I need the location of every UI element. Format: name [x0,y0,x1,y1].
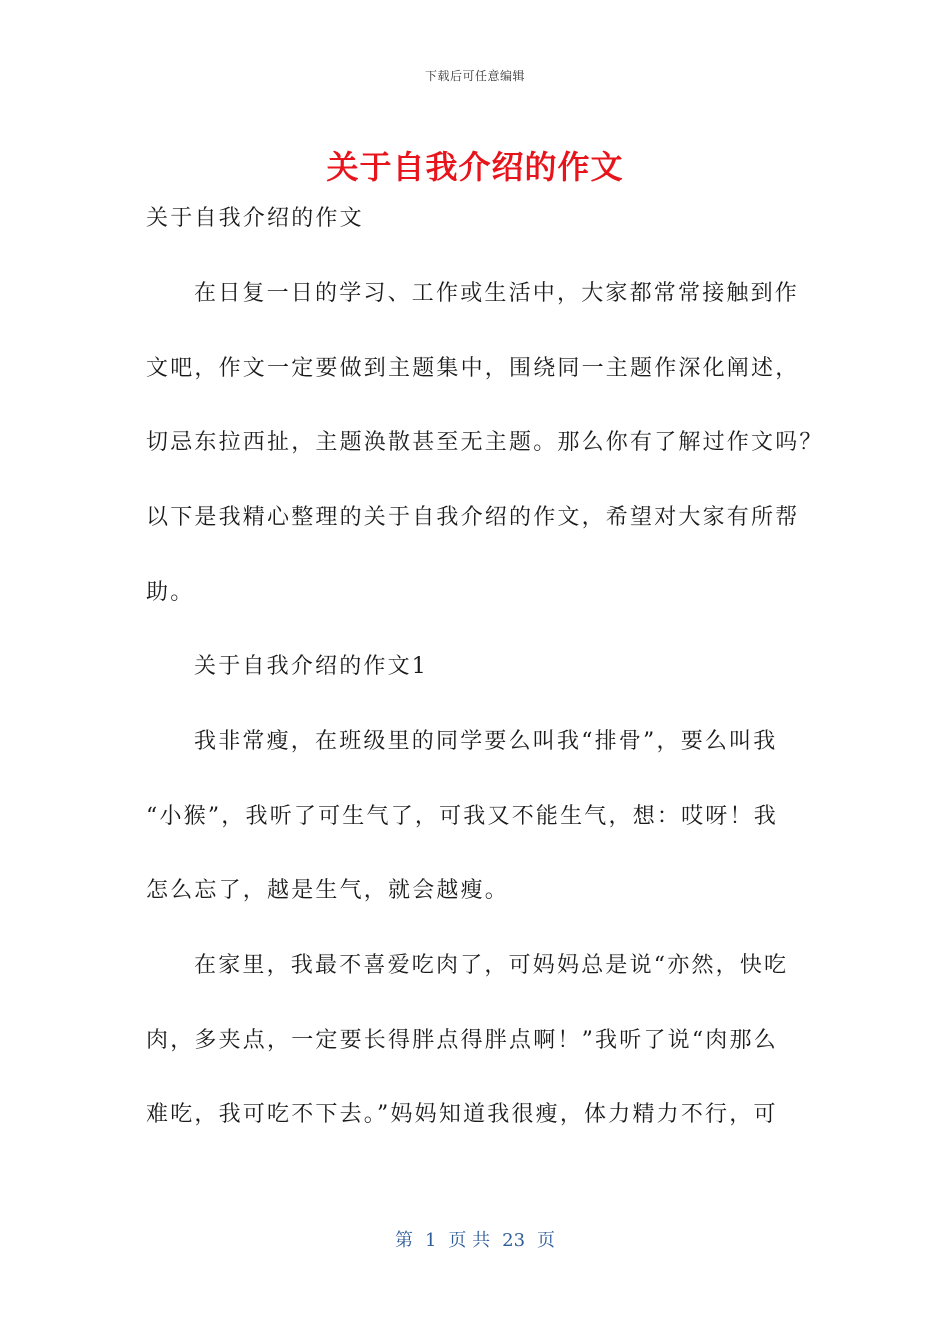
footer-suffix: 页 [537,1230,556,1251]
paragraph-line: 切忌东拉西扯，主题涣散甚至无主题。那么你有了解过作文吗？ [146,430,824,455]
paragraph-line: 在日复一日的学习、工作或生活中，大家都常常接触到作 [194,281,800,306]
header-note: 下载后可任意编辑 [424,69,525,83]
footer-total-pages: 23 [502,1230,526,1251]
section-heading: 关于自我介绍的作文1 [194,654,428,679]
paragraph-line: 难吃，我可吃不下去。”妈妈知道我很瘦，体力精力不行，可 [146,1102,778,1127]
page-footer [0,1226,950,1252]
subtitle-line: 关于自我介绍的作文 [146,206,364,231]
paragraph-line: 肉，多夹点，一定要长得胖点得胖点啊！”我听了说“肉那么 [146,1028,778,1053]
paragraph-line: “小猴”，我听了可生气了，可我又不能生气，想：哎呀！我 [146,804,778,829]
paragraph-line: 怎么忘了，越是生气，就会越瘦。 [146,878,510,903]
paragraph-line: 以下是我精心整理的关于自我介绍的作文，希望对大家有所帮 [146,505,800,530]
paragraph-line: 助。 [146,580,195,605]
footer-current-page: 1 [424,1230,437,1251]
paragraph-line: 文吧，作文一定要做到主题集中，围绕同一主题作深化阐述， [146,356,800,381]
document-title: 关于自我介绍的作文 [326,148,624,186]
paragraph-line: 在家里，我最不喜爱吃肉了，可妈妈总是说“亦然，快吃 [194,953,789,978]
footer-middle: 页 共 [448,1230,491,1251]
footer-prefix: 第 [394,1230,413,1251]
paragraph-line: 我非常瘦，在班级里的同学要么叫我“排骨”，要么叫我 [194,729,778,754]
